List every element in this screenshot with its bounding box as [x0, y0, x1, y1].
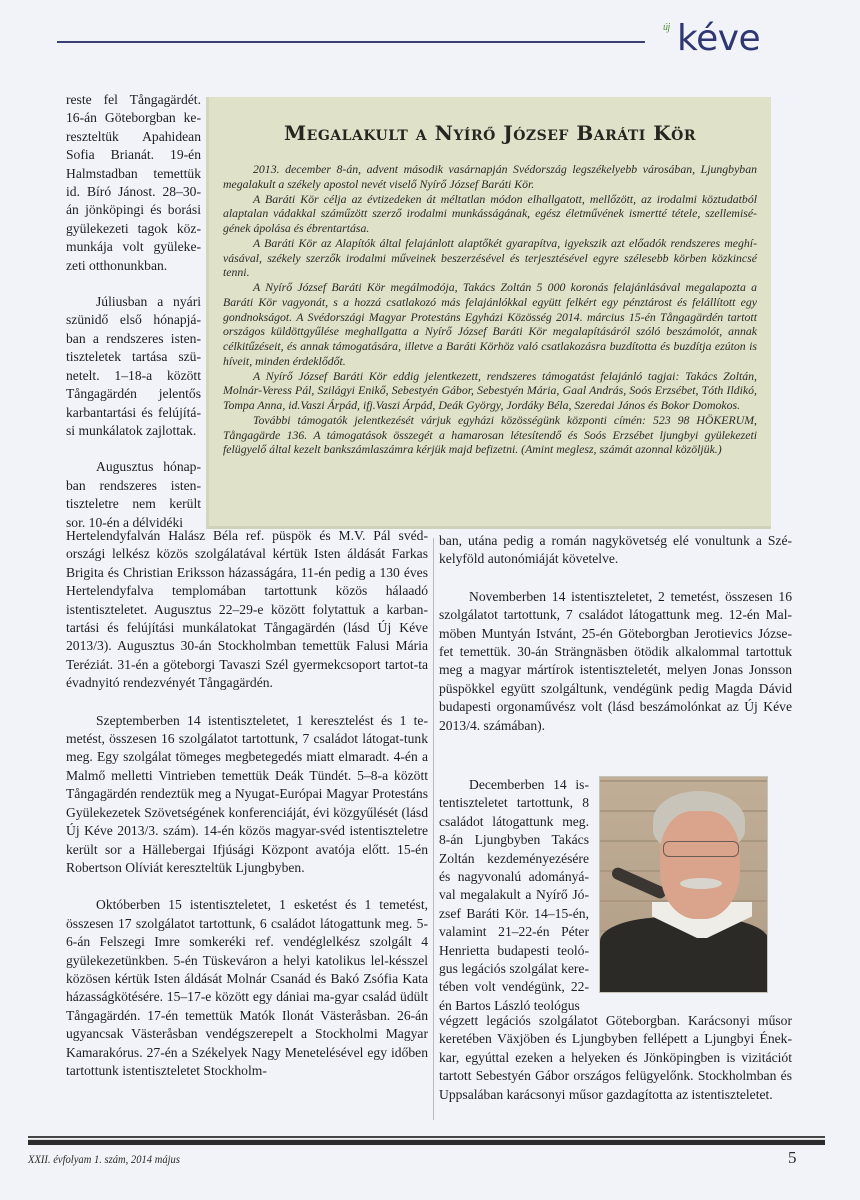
article-title: Megalakult a Nyírő József Baráti Kör — [284, 121, 696, 145]
december-wide-column — [439, 1012, 792, 1104]
paragraph-june-end: reste fel Tångagärdét. 16-án Göteborgban ke-reszteltük Apahidean Sofia Brianát. 19-én Halmstadban temettük id. Bíró Jánost. 28–30-án jönköpingi és borási gyülekezeti tagok köz-munkája volt gyüleke-zeti otthonunkban. — [66, 92, 201, 273]
logo-name: kéve — [677, 18, 761, 59]
paragraph-october: Októberben 15 istentiszteletet, 1 esketést és 1 temetést, összesen 17 szolgálatot tartottunk, 6 családot látogattunk meg. 5-6-án Felszegi Imre somkeréki ref. vendéglelkész szolgált 4 gyülekezetünkben. 5-én Tüskeváron a helyi katolikus lel-késszel közösen kértük Isten áldását Molnár Csanád és Bakó Zsófia Kata házasságkötésére. 15–17-e között egy dániai ma-gyar család üdült Tångagärdén. 17-én temettük Matók Ilonát Västeråsban. 26-án ugyancsak Västeråsban vendégszerepelt a Stockholmi Magyar Kamarakórus. 27-én a Székelyek Nagy Menetelésével egy időben tartottunk istentiszteletet Stockholm- — [66, 897, 428, 1078]
page-number: 5 — [788, 1148, 797, 1167]
article-paragraph: A Baráti Kör célja az évtizedeken át méltatlan módon elhallgatott, mellőzött, az irodalmi köztudatból alaptalan vádakkal száműzött szerző irodalmi munkásságának, egész életművének ismertté tétele, szellemisé-gének ápolása és ébrentartása. — [223, 191, 757, 235]
article-paragraph: A Baráti Kör az Alapítók által felajánlott alaptőkét gyarapítva, igyekszik azt előadók rendszeres meghí-vásával, székely szerzők irodalmi műveinek beszerzésével és terjesztésével egyre szélesebb körben közkincsé tenni. — [223, 235, 757, 280]
sidebar-article-box — [206, 97, 771, 529]
paragraph-september: Szeptemberben 14 istentiszteletet, 1 keresztelést és 1 te-metést, összesen 16 szolgálatot tartottunk, 7 családot látogat-tunk meg. Egy szolgálat tömeges megbetegedés miatt elmaradt. 4-én a Malmő melletti Vintrieben temettük Deák Tündét. 5–8-a között Tångagärdén rendeztük meg a Nyugat-Európai Magyar Protestáns Gyülekezetek Szövetségének konferenciáját, évi közgyűlését (lásd Új Kéve 2013/3. szám). 14-én közös magyar-svéd istentiszteletre került sor a Hällebergai Ifjúsági Központ avatója előtt. 15-én Robertson Olíviát kereszteltük Ljungbyben. — [66, 712, 428, 875]
article-paragraph: A Nyírő József Baráti Kör eddig jelentkezett, rendszeres támogatást felajánló tagjai: Takács Zoltán, Molnár-Veress Pál, Szilágyi Enikő, Sebestyén Gábor, Sebestyén Mária, Gaal András, Soós Erzsébet, Tóth Ildikó, Tompa Anna, id.Vaszi Árpád, ifj.Vaszi Árpád, Deák György, Jordáky Béla, Szeredai János és Bokor Domokos. — [223, 368, 757, 412]
paragraph-december: Decemberben 14 is-tentiszteletet tartottunk, 8 családot látogattunk meg. 8-án Ljungbyben Takács Zoltán kezdeményezésére és nagyvonalú adományá-val megalakult a Nyírő Jó-zsef Baráti Kör. 14–15-én, valamint 21–22-én Péter Henrietta budapesti teoló-gus legációs szolgálat kere-tében volt vendégünk, 22-én Bartos László teológus — [439, 777, 589, 1013]
paragraph-november: Novemberben 14 istentiszteletet, 2 temetést, összesen 16 szolgálatot tartottunk, 7 családot látogattunk meg. 12-én Mal-möben Muntyán Istvánt, 25-én Göteborgban Jerotievics Józse-fet temettük. 30-án Strängnäsben ötödik alkalommal tartottuk meg a magyar mártírok istentiszteletét, melyen Jonas Jonsson püspökkel együtt szolgáltunk, vendégünk pedig Magda Dávid budapesti orgonaművész volt (lásd beszámolónkat az Új Kéve 2013/4. számában). — [439, 588, 792, 733]
article-paragraph: További támogatók jelentkezését várjuk egyházi közösségünk központi címén: 523 98 HÖKERUM, Tångagärde 136. A támogatások összegét a hamarosan létesítendő és Soós Erzsébet ljungbyi gyülekezeti felügyelő által kezelt bankszámlaszámra kérjük majd befizetni. (Amint meglesz, számát azonnal közöljük.) — [223, 412, 757, 457]
footer-rule — [28, 1136, 825, 1138]
portrait-photo — [599, 776, 768, 993]
paragraph-august-start: Augusztus hónap-ban rendszeres isten-tiszteletre nem került sor. 10-én a délvidéki — [66, 459, 201, 530]
article-body — [223, 162, 757, 457]
footer-issue-info: XXII. évfolyam 1. szám, 2014 május — [28, 1152, 180, 1166]
paragraph-july: Júliusban a nyári szünidő első hónapjá-ban a rendszeres isten-tiszteletek tartása szü-netelt. 1–18-a között Tångagärdén jelentős karbantartási és felújítá-si munkálatok zajlottak. — [66, 294, 201, 438]
footer-rule-thick — [28, 1140, 825, 1145]
paragraph-december-cont: végzett legációs szolgálatot Göteborgban. Karácsonyi műsor keretében Växjöben és Ljungbyben fellépett a Ljungbyi Ének-kar, egyúttal ezeken a helyeken és Jönköpingben is vizitációt tartott Sebestyén Gábor országos felügyelőnk. Stockholmban és Uppsalában karácsonyi műsor gazdagította az istentiszteletet. — [439, 1013, 792, 1102]
article-paragraph: A Nyírő József Baráti Kör megálmodója, Takács Zoltán 5 000 koronás felajánlásával megalapozta a Baráti Kör vagyonát, s a hozzá csatlakozó más felajánlókkal együtt felkért egy pénztárost és felállított egy gondnokságot. A Svédországi Magyar Protestáns Egyházi Közösség 2014. március 15-én Tångagärdén tartott országos küldöttgyűlése meghallgatta a Nyírő József Baráti Kör megalapításáról szóló beszámolót, annak célkitűzéseit, és annak támogatására, illetve a Baráti Körhöz való csatlakozásra buzdította és buzdítja ezúton is híveit, minden érdeklődőt. — [223, 280, 757, 368]
logo-prefix: új — [663, 22, 670, 33]
paragraph-august-cont: Hertelendyfalván Halász Béla ref. püspök és M.V. Pál svéd-országi lelkész közös szolgálatával kértük Isten áldását Farkas Brigita és Christian Eriksson házasságára, 11-én pedig a 130 éves Hertelendyfalva templomában tartottunk közös hálaadó istentiszteletet. Augusztus 22–29-e között folytattuk a karban-tartási és felújítási munkálatokat Tångagärdén (lásd Új Kéve 2013/3). Augusztus 30-án Stockholmban temettük Falusi Mária Teréziát. 31-én a göteborgi Tavaszi Szél gyermekcsoport tartot-ta évadnyitó rendezvényét Tångagärdén. — [66, 528, 428, 691]
paragraph-october-cont: ban, utána pedig a román nagykövetség elé vonultunk a Szé-kelyföld autonómiáját követelve. — [439, 533, 792, 567]
article-paragraph: 2013. december 8-án, advent második vasárnapján Svédország legszékelyebb városában, Ljungbyban megalakult a székely apostol nevét viselő Nyírő József Baráti Kör. — [223, 162, 757, 191]
december-narrow-column — [439, 776, 589, 1015]
left-wide-column — [66, 527, 428, 1080]
left-narrow-column — [66, 91, 201, 532]
header-rule — [57, 41, 645, 43]
column-divider — [433, 538, 434, 1120]
right-column — [439, 532, 792, 735]
